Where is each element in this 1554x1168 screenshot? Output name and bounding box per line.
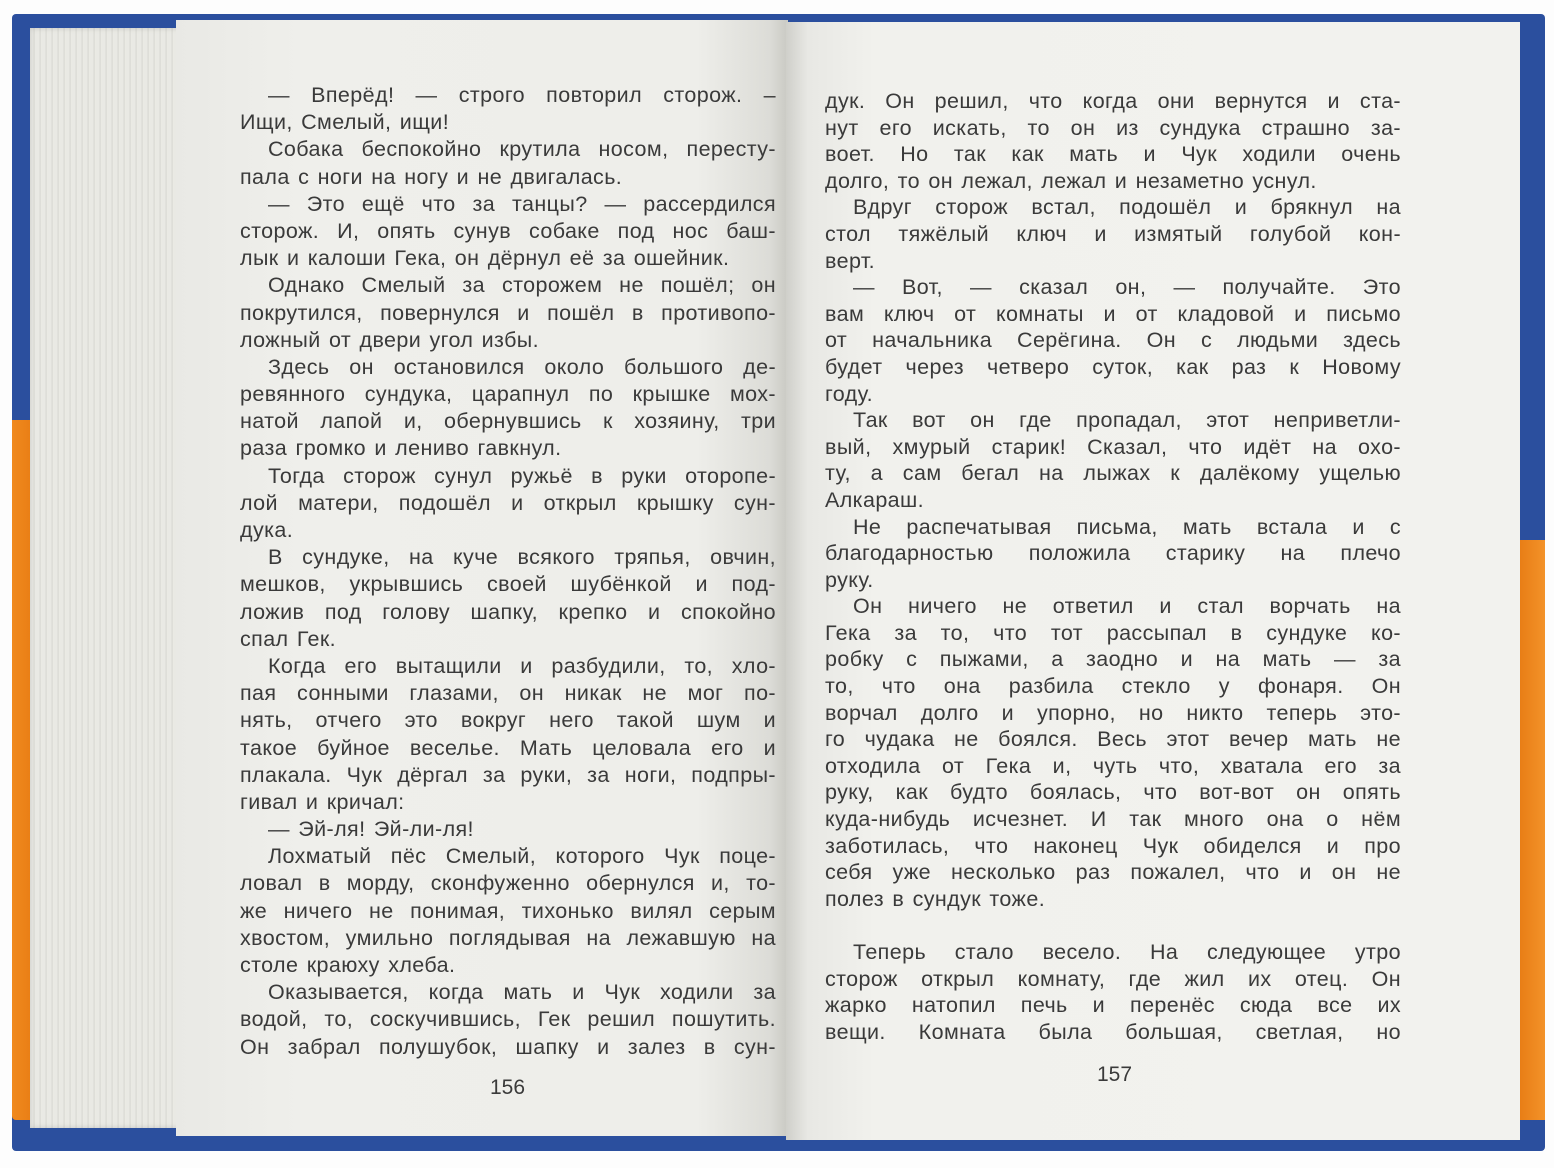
left-page-text: [240, 82, 776, 1061]
text-line: Не распечатывая письма, мать встала и с: [853, 514, 1401, 539]
paragraph: [825, 274, 1401, 407]
text-line: Лохматый пёс Смелый, которого Чук поце-: [268, 844, 776, 869]
text-line: заботилась, что наконец Чук обиделся и про: [825, 833, 1401, 858]
text-line: руку, как будто боялась, что вот-вот он опять: [825, 780, 1401, 805]
text-line: ревянного сундука, царапнул по крышке мох-: [240, 382, 776, 407]
text-line: ту, а сам бегал на лыжах к далёкому ущелью: [825, 461, 1401, 486]
text-line: дука.: [240, 518, 294, 542]
page-stack-edge: [30, 28, 190, 1128]
text-line: натой лапой и, обернувшись к хозяину, три: [240, 409, 776, 434]
text-line: Ищи, Смелый, ищи!: [240, 110, 450, 135]
text-line: такое буйное веселье. Мать целовала его и: [240, 735, 776, 760]
text-line: воет. Но так как мать и Чук ходили очень: [825, 142, 1401, 167]
text-line: же ничего не понимая, тихонько вилял серым: [240, 898, 776, 923]
paragraph: [240, 354, 776, 463]
right-page-number: 157: [1097, 1063, 1133, 1086]
text-line: себя уже несколько раз пожалел, что и он не: [825, 860, 1401, 885]
paragraph: [240, 136, 776, 190]
paragraph: [240, 979, 776, 1061]
paragraph: [240, 463, 776, 545]
text-line: покрутился, повернулся и пошёл в противопо-: [240, 300, 776, 325]
text-line: Однако Смелый за сторожем не пошёл; он: [268, 273, 776, 298]
paragraph: [240, 544, 776, 653]
text-line: от начальника Серёгина. Он с людьми здесь: [825, 328, 1401, 353]
left-page-number: 156: [490, 1076, 526, 1099]
text-line: плакала. Чук дёргал за руки, за ноги, подпры-: [240, 762, 776, 787]
paragraph: [240, 82, 776, 136]
paragraph: [240, 843, 776, 979]
text-line: Вдруг сторож встал, подошёл и брякнул на: [853, 195, 1401, 220]
text-line: сторож. И, опять сунув собаке под нос баш-: [240, 218, 776, 243]
text-line: отходила от Гека и, чуть что, хватала его за: [825, 753, 1401, 778]
text-line: Оказывается, когда мать и Чук ходили за: [268, 980, 776, 1005]
text-line: — Вперёд! — строго повторил сторож. –: [268, 83, 776, 107]
text-line: нять, отчего это вокруг него такой шум и: [240, 708, 776, 733]
text-line: лык и калоши Гека, он дёрнул её за ошейник.: [240, 246, 730, 271]
text-line: дук. Он решил, что когда они вернутся и ста-: [825, 89, 1401, 113]
text-line: Теперь стало весело. На следующее утро: [853, 940, 1401, 964]
text-line: полез в сундук тоже.: [825, 886, 1046, 911]
text-line: робку с пыжами, а заодно и на мать — за: [825, 647, 1401, 672]
text-line: пая сонными глазами, он никак не мог по-: [240, 681, 776, 706]
text-line: благодарностью положила старику на плечо: [825, 541, 1401, 566]
text-line: В сундуке, на куче всякого тряпья, овчин,: [268, 545, 776, 570]
text-line: вый, хмурый старик! Сказал, что идёт на охо-: [825, 434, 1401, 459]
section-break: [825, 912, 1401, 939]
text-line: столе краюху хлеба.: [240, 953, 456, 977]
text-line: Он забрал полушубок, шапку и залез в сун-: [240, 1034, 776, 1059]
text-line: Так вот он где пропадал, этот неприветли-: [853, 408, 1401, 433]
text-line: гивал и кричал:: [240, 789, 405, 814]
text-line: Тогда сторож сунул ружьё в руки оторопе-: [268, 463, 776, 488]
paragraph: [825, 194, 1401, 274]
text-line: руку.: [825, 567, 874, 592]
text-line: водой, то, соскучившись, Гек решил пошутить.: [240, 1007, 776, 1032]
text-line: — Эй-ля! Эй-ли-ля!: [268, 817, 474, 842]
text-line: вещи. Комната была большая, светлая, но: [825, 1019, 1401, 1044]
text-line: верт.: [825, 248, 876, 273]
text-line: ловал в морду, сконфуженно обернулся и, то-: [240, 871, 776, 896]
text-line: жарко натопил печь и перенёс сюда все их: [825, 993, 1401, 1018]
paragraph: [825, 407, 1401, 513]
text-line: пала с ноги на ногу и не двигалась.: [240, 164, 623, 189]
text-line: Собака беспокойно крутила носом, пересту-: [268, 137, 776, 162]
text-line: Гека за то, что тот рассыпал в сундуке ко-: [825, 620, 1401, 645]
text-line: Он ничего не ответил и стал ворчать на: [853, 594, 1401, 619]
paragraph: [825, 593, 1401, 912]
text-line: лой матери, подошёл и открыл крышку сун-: [240, 490, 776, 515]
text-line: году.: [825, 381, 873, 406]
paragraph: [240, 653, 776, 816]
text-line: го чудака не боялся. Весь этот вечер мать не: [825, 727, 1401, 752]
paragraph: [240, 272, 776, 354]
paragraph: [825, 514, 1401, 594]
text-line: ложив под голову шапку, крепко и спокойно: [240, 599, 776, 624]
text-line: долго, то он лежал, лежал и незаметно уснул.: [825, 168, 1317, 193]
text-line: спал Гек.: [240, 626, 337, 651]
text-line: мешков, укрывшись своей шубёнкой и под-: [240, 572, 776, 597]
text-line: вам ключ от комнаты и от кладовой и письмо: [825, 301, 1401, 326]
paragraph: [825, 88, 1401, 194]
paragraph: [240, 191, 776, 273]
text-line: хвостом, умильно поглядывая на лежавшую на: [240, 925, 776, 950]
text-line: Здесь он остановился около большого де-: [268, 354, 776, 379]
right-page-text: [825, 88, 1401, 1045]
text-line: куда-нибудь исчезнет. И так много она о нём: [825, 807, 1401, 832]
paragraph: [240, 816, 776, 843]
text-line: ворчал долго и упорно, но никто теперь это-: [825, 700, 1401, 725]
text-line: раза громко и лениво гавкнул.: [240, 436, 562, 461]
text-line: Когда его вытащили и разбудили, то, хло-: [268, 653, 776, 678]
text-line: стол тяжёлый ключ и измятый голубой кон-: [825, 221, 1401, 246]
text-line: будет через четверо суток, как раз к Новому: [825, 354, 1401, 379]
text-line: ложный от двери угол избы.: [240, 327, 540, 352]
text-line: — Это ещё что за танцы? — рассердился: [268, 191, 776, 216]
text-line: то, что она разбила стекло у фонаря. Он: [825, 674, 1401, 699]
text-line: сторож открыл комнату, где жил их отец. Он: [825, 966, 1401, 991]
text-line: нут его искать, то он из сундука страшно за-: [825, 115, 1401, 140]
text-line: Алкараш.: [825, 487, 925, 512]
text-line: — Вот, — сказал он, — получайте. Это: [853, 275, 1401, 300]
paragraph: [825, 939, 1401, 1045]
